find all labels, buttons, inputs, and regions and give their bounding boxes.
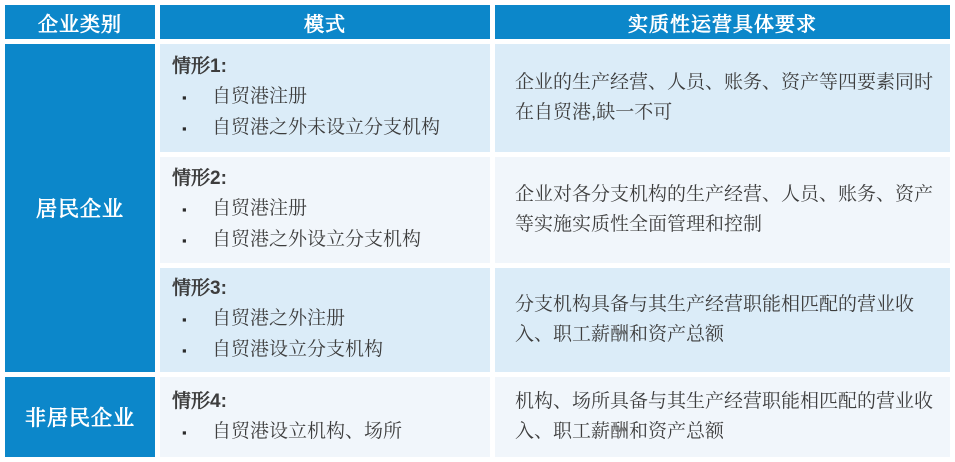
- mode-title: 情形2:: [172, 168, 227, 189]
- requirement-cell-scenario-2: 企业对各分支机构的生产经营、人员、账务、资产等实施实质性全面管理和控制: [495, 157, 950, 263]
- mode-item-text: 自贸港注册: [212, 198, 308, 219]
- requirement-cell-scenario-4: 机构、场所具备与其生产经营职能相匹配的营业收入、职工薪酬和资产总额: [495, 377, 950, 457]
- header-mode: 模式: [160, 5, 490, 39]
- list-item: [182, 335, 484, 366]
- category-cell-nonresident-enterprise: 非居民企业: [5, 377, 155, 457]
- mode-item-text: 自贸港设立分支机构: [212, 339, 384, 360]
- mode-title: 情形4:: [172, 390, 227, 412]
- mode-item-text: 自贸港之外未设立分支机构: [212, 117, 441, 138]
- mode-list: [172, 82, 484, 144]
- table-row-scenario-1: [5, 44, 950, 152]
- header-requirements: 实质性运营具体要求: [495, 5, 950, 39]
- square-bullet-icon: ▪: [182, 343, 187, 358]
- list-item: [182, 225, 484, 256]
- mode-cell-scenario-3: [160, 268, 490, 372]
- header-enterprise-category: 企业类别: [5, 5, 155, 39]
- header-row: [5, 5, 950, 39]
- mode-cell-scenario-4: [160, 377, 490, 457]
- category-cell-resident-enterprise: 居民企业: [5, 44, 155, 372]
- list-item: [182, 113, 484, 144]
- mode-title: 情形1:: [172, 56, 227, 77]
- requirement-cell-scenario-3: 分支机构具备与其生产经营职能相匹配的营业收入、职工薪酬和资产总额: [495, 268, 950, 372]
- requirement-cell-scenario-1: 企业的生产经营、人员、账务、资产等四要素同时在自贸港,缺一不可: [495, 44, 950, 152]
- list-item: [182, 417, 484, 448]
- mode-item-text: 自贸港之外设立分支机构: [212, 229, 422, 250]
- list-item: [182, 194, 484, 225]
- square-bullet-icon: ▪: [182, 424, 187, 440]
- square-bullet-icon: ▪: [182, 233, 187, 248]
- mode-cell-scenario-1: [160, 44, 490, 152]
- table-row-scenario-4: [5, 377, 950, 457]
- mode-title: 情形3:: [172, 278, 227, 299]
- mode-item-text: 自贸港之外注册: [212, 308, 346, 329]
- square-bullet-icon: ▪: [182, 202, 187, 217]
- mode-item-text: 自贸港注册: [212, 86, 308, 107]
- mode-list: [172, 417, 484, 448]
- list-item: [182, 82, 484, 113]
- mode-cell-scenario-2: [160, 157, 490, 263]
- square-bullet-icon: ▪: [182, 121, 187, 136]
- list-item: [182, 304, 484, 335]
- square-bullet-icon: ▪: [182, 312, 187, 327]
- square-bullet-icon: ▪: [182, 90, 187, 105]
- mode-list: [172, 304, 484, 366]
- mode-item-text: 自贸港设立机构、场所: [212, 420, 403, 442]
- mode-list: [172, 194, 484, 256]
